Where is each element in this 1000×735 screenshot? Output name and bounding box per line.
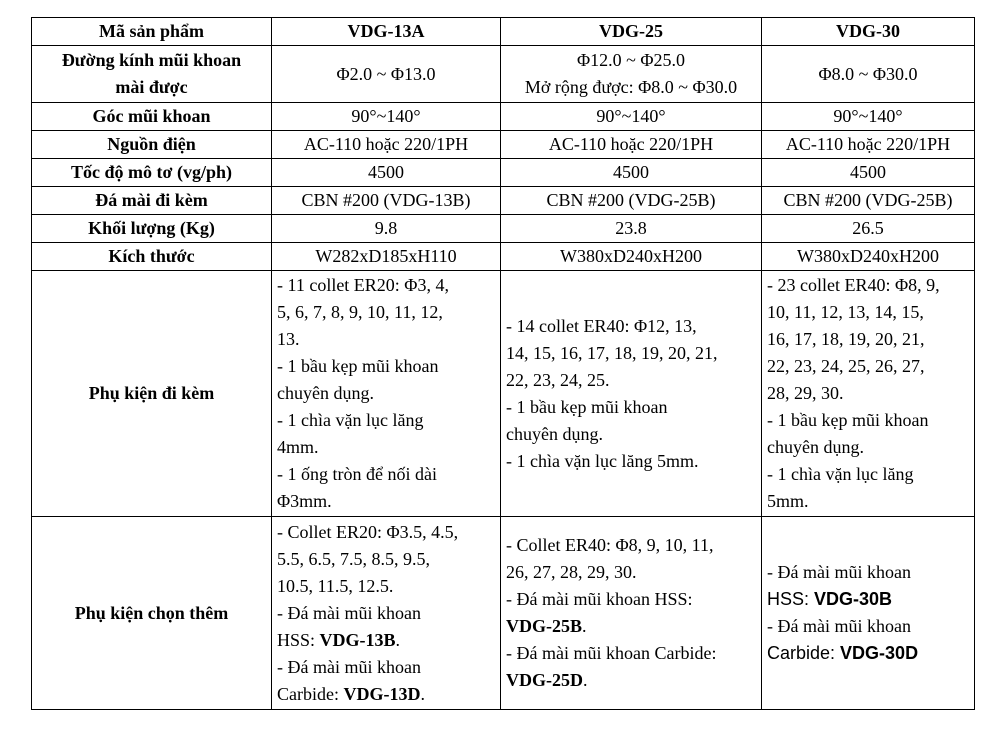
row-label bbox=[32, 46, 272, 103]
list-line: - Đá mài mũi khoan bbox=[277, 656, 421, 677]
cell-value: W282xD185xH110 bbox=[272, 243, 501, 271]
row-label: Phụ kiện chọn thêm bbox=[32, 517, 272, 710]
row-label: Kích thước bbox=[32, 243, 272, 271]
list-line: 4mm. bbox=[277, 437, 319, 457]
header-row bbox=[32, 18, 975, 46]
list-line: - 1 bầu kẹp mũi khoan bbox=[277, 356, 439, 376]
list-line: - 23 collet ER40: Φ8, 9, bbox=[767, 275, 940, 295]
cell-value: 90°~140° bbox=[501, 103, 762, 131]
list-line bbox=[277, 627, 495, 654]
cell-list bbox=[272, 517, 501, 710]
list-line: - 1 chìa vặn lục lăng bbox=[767, 464, 914, 484]
list-line: chuyên dụng. bbox=[506, 423, 603, 444]
row-label: Góc mũi khoan bbox=[32, 103, 272, 131]
cell-value: 26.5 bbox=[762, 215, 975, 243]
row-label: Khối lượng (Kg) bbox=[32, 215, 272, 243]
row-speed bbox=[32, 159, 975, 187]
cell-value: W380xD240xH200 bbox=[762, 243, 975, 271]
cell-value: AC-110 hoặc 220/1PH bbox=[272, 131, 501, 159]
row-wheel bbox=[32, 187, 975, 215]
cell-value: 90°~140° bbox=[272, 103, 501, 131]
row-label: Tốc độ mô tơ (vg/ph) bbox=[32, 159, 272, 187]
list-line: - 14 collet ER40: Φ12, 13, bbox=[506, 315, 697, 336]
cell-list bbox=[762, 517, 975, 710]
list-line: 22, 23, 24, 25. bbox=[506, 369, 610, 390]
row-label-line: Đường kính mũi khoan bbox=[61, 50, 242, 70]
list-line: - 1 bầu kẹp mũi khoan bbox=[506, 396, 668, 417]
row-diameter bbox=[32, 46, 975, 103]
cell-value: CBN #200 (VDG-25B) bbox=[762, 187, 975, 215]
text-prefix: HSS: bbox=[767, 589, 815, 609]
cell-value: 23.8 bbox=[501, 215, 762, 243]
row-label: Phụ kiện đi kèm bbox=[32, 271, 272, 517]
cell-value bbox=[501, 46, 762, 103]
list-line: 10.5, 11.5, 12.5. bbox=[277, 575, 394, 596]
row-label: Nguồn điện bbox=[32, 131, 272, 159]
product-code: VDG-25D bbox=[506, 670, 583, 690]
list-line: 16, 17, 18, 19, 20, 21, bbox=[767, 329, 925, 349]
product-code: VDG-13D bbox=[343, 683, 421, 704]
list-line: 5.5, 6.5, 7.5, 8.5, 9.5, bbox=[277, 548, 430, 569]
list-line: 22, 23, 24, 25, 26, 27, bbox=[767, 356, 925, 376]
cell-value: CBN #200 (VDG-25B) bbox=[501, 187, 762, 215]
cell-list bbox=[501, 517, 762, 710]
text-suffix: . bbox=[583, 670, 588, 690]
list-line bbox=[277, 681, 495, 708]
list-line: 26, 27, 28, 29, 30. bbox=[506, 562, 637, 582]
cell-value: AC-110 hoặc 220/1PH bbox=[501, 131, 762, 159]
product-code: VDG-13B bbox=[319, 629, 396, 650]
text-suffix: . bbox=[420, 683, 425, 704]
list-line bbox=[767, 640, 969, 667]
row-included bbox=[32, 271, 975, 517]
cell-value: 4500 bbox=[501, 159, 762, 187]
row-angle bbox=[32, 103, 975, 131]
cell-list bbox=[762, 271, 975, 517]
list-line: - Collet ER20: Φ3.5, 4.5, bbox=[277, 521, 459, 542]
list-line bbox=[506, 667, 756, 694]
cell-value: W380xD240xH200 bbox=[501, 243, 762, 271]
list-line: - Đá mài mũi khoan bbox=[767, 616, 911, 636]
list-line: - 1 ống tròn để nối dài bbox=[277, 464, 437, 484]
header-label: Mã sản phẩm bbox=[32, 18, 272, 46]
cell-value: 9.8 bbox=[272, 215, 501, 243]
cell-value: CBN #200 (VDG-13B) bbox=[272, 187, 501, 215]
list-line: 14, 15, 16, 17, 18, 19, 20, 21, bbox=[506, 342, 718, 363]
row-label-line: mài được bbox=[115, 77, 188, 97]
cell-value: 90°~140° bbox=[762, 103, 975, 131]
header-model-vdg13a: VDG-13A bbox=[272, 18, 501, 46]
cell-list bbox=[272, 271, 501, 517]
list-line: Φ3mm. bbox=[277, 491, 332, 511]
text-prefix: Carbide: bbox=[277, 683, 344, 704]
row-power bbox=[32, 131, 975, 159]
spec-table bbox=[31, 17, 975, 710]
list-line: - 1 chìa vặn lục lăng 5mm. bbox=[506, 450, 699, 471]
header-model-vdg30: VDG-30 bbox=[762, 18, 975, 46]
cell-value: Φ2.0 ~ Φ13.0 bbox=[272, 46, 501, 103]
text-suffix: . bbox=[395, 629, 401, 650]
text-prefix: Carbide: bbox=[767, 643, 841, 663]
list-line: - Đá mài mũi khoan bbox=[277, 602, 421, 623]
list-line: 5, 6, 7, 8, 9, 10, 11, 12, bbox=[277, 302, 443, 322]
list-line: chuyên dụng. bbox=[277, 383, 374, 403]
list-line bbox=[506, 613, 756, 640]
list-line: 13. bbox=[277, 329, 300, 349]
cell-value: AC-110 hoặc 220/1PH bbox=[762, 131, 975, 159]
list-line bbox=[767, 586, 969, 613]
list-line: - 1 bầu kẹp mũi khoan bbox=[767, 410, 929, 430]
cell-line: Mở rộng được: Φ8.0 ~ Φ30.0 bbox=[524, 77, 738, 97]
list-line: - Đá mài mũi khoan bbox=[767, 562, 911, 582]
header-model-vdg25: VDG-25 bbox=[501, 18, 762, 46]
product-code: VDG-30B bbox=[814, 589, 893, 609]
text-suffix: . bbox=[582, 616, 587, 636]
product-code: VDG-25B bbox=[506, 616, 582, 636]
row-size bbox=[32, 243, 975, 271]
list-line: 5mm. bbox=[767, 491, 809, 511]
row-weight bbox=[32, 215, 975, 243]
cell-value: 4500 bbox=[762, 159, 975, 187]
list-line: - Collet ER40: Φ8, 9, 10, 11, bbox=[506, 535, 714, 555]
cell-value: 4500 bbox=[272, 159, 501, 187]
list-line: chuyên dụng. bbox=[767, 437, 864, 457]
list-line: - Đá mài mũi khoan HSS: bbox=[506, 589, 693, 609]
list-line: 28, 29, 30. bbox=[767, 383, 844, 403]
product-code: VDG-30D bbox=[840, 643, 919, 663]
cell-value: Φ8.0 ~ Φ30.0 bbox=[762, 46, 975, 103]
list-line: - 11 collet ER20: Φ3, 4, bbox=[277, 275, 449, 295]
cell-list bbox=[501, 271, 762, 517]
list-line: - 1 chìa vặn lục lăng bbox=[277, 410, 424, 430]
row-label: Đá mài đi kèm bbox=[32, 187, 272, 215]
row-optional bbox=[32, 517, 975, 710]
list-line: - Đá mài mũi khoan Carbide: bbox=[506, 643, 717, 663]
cell-line: Φ12.0 ~ Φ25.0 bbox=[576, 50, 686, 70]
list-line: 10, 11, 12, 13, 14, 15, bbox=[767, 302, 924, 322]
text-prefix: HSS: bbox=[277, 629, 320, 650]
